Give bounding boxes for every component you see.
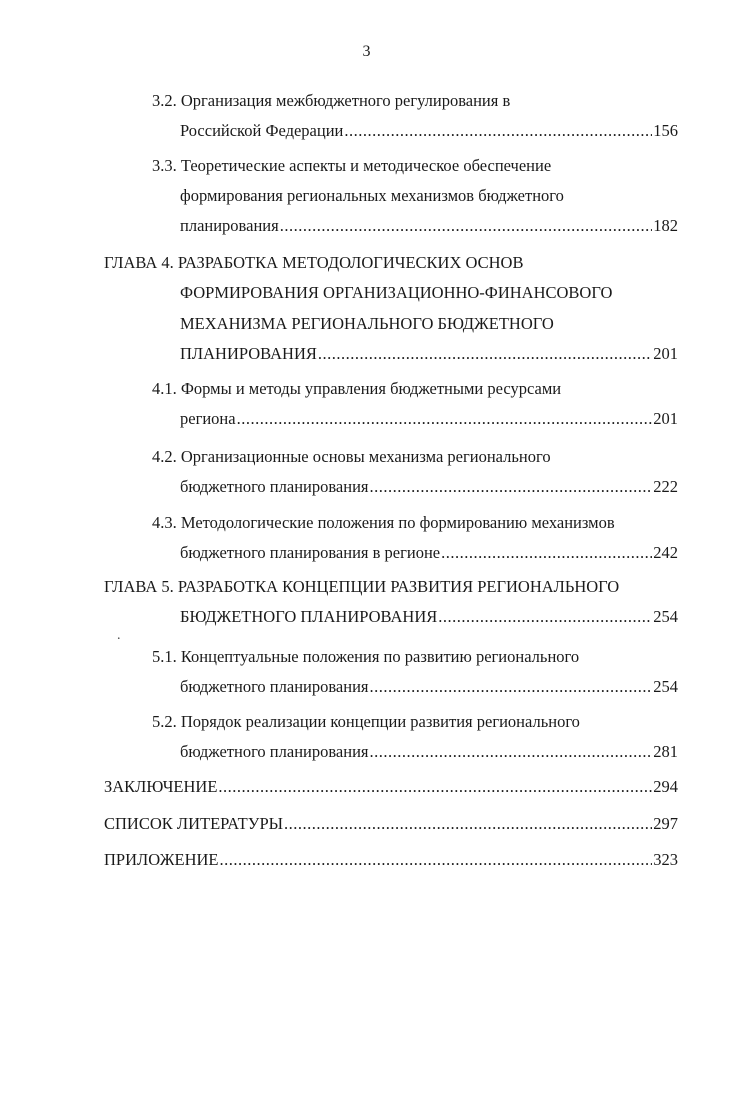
- toc-page-number: 323: [653, 850, 678, 869]
- toc-leader-dots: [370, 476, 653, 498]
- toc-line: [104, 849, 678, 871]
- toc-leader-dots: [218, 776, 652, 798]
- toc-leader-dots: [284, 813, 652, 835]
- toc-line: [180, 476, 678, 498]
- toc-line: [152, 646, 579, 668]
- toc-leader-dots: [438, 606, 652, 628]
- toc-entry-title: бюджетного планирования: [180, 477, 369, 496]
- toc-page-number: 281: [653, 742, 678, 761]
- toc-leader-dots: [219, 849, 652, 871]
- toc-entry-title: бюджетного планирования в регионе: [180, 543, 441, 562]
- toc-entry-title: 5.2. Порядок реализации концепции развития регионального: [152, 712, 580, 731]
- toc-line: [152, 711, 580, 733]
- toc-line: [180, 542, 678, 564]
- toc-line: [180, 343, 678, 365]
- toc-page-number: 156: [653, 121, 678, 140]
- toc-leader-dots: [344, 120, 652, 142]
- toc-entry-title: 3.2. Организация межбюджетного регулирования в: [152, 91, 511, 110]
- toc-line: [180, 120, 678, 142]
- toc-line: [104, 576, 619, 598]
- toc-page-number: 201: [653, 344, 678, 363]
- toc-line: [152, 378, 561, 400]
- toc-line: [104, 252, 523, 274]
- toc-entry-title: ГЛАВА 4. РАЗРАБОТКА МЕТОДОЛОГИЧЕСКИХ ОСНОВ: [104, 253, 524, 272]
- toc-line: [152, 90, 510, 112]
- toc-page-number: 242: [653, 543, 678, 562]
- toc-page-number: 254: [653, 607, 678, 626]
- toc-page-number: 254: [653, 677, 678, 696]
- toc-entry-title: 4.2. Организационные основы механизма регионального: [152, 447, 551, 466]
- toc-leader-dots: [370, 741, 653, 763]
- toc-page-number: 297: [653, 814, 678, 833]
- toc-entry-title: ПЛАНИРОВАНИЯ: [180, 344, 317, 363]
- toc-line: [180, 313, 554, 335]
- toc-entry-title: региона: [180, 409, 236, 428]
- toc-page-number: 294: [653, 777, 678, 796]
- toc-line: [152, 155, 551, 177]
- toc-entry-title: МЕХАНИЗМА РЕГИОНАЛЬНОГО БЮДЖЕТНОГО: [180, 314, 554, 333]
- toc-entry-title: бюджетного планирования: [180, 677, 369, 696]
- toc-entry-title: бюджетного планирования: [180, 742, 369, 761]
- toc-leader-dots: [441, 542, 652, 564]
- toc-entry-title: ЗАКЛЮЧЕНИЕ: [104, 777, 218, 796]
- toc-leader-dots: [280, 215, 653, 237]
- toc-line: [180, 741, 678, 763]
- toc-line: [152, 446, 551, 468]
- toc-line: [180, 408, 678, 430]
- toc-entry-title: 3.3. Теоретические аспекты и методическое обеспечение: [152, 156, 552, 175]
- toc-entry-title: формирования региональных механизмов бюджетного: [180, 186, 564, 205]
- toc-line: [180, 215, 678, 237]
- toc-line: [180, 185, 564, 207]
- toc-line: [180, 282, 612, 304]
- toc-entry-title: 4.1. Формы и методы управления бюджетными ресурсами: [152, 379, 562, 398]
- toc-page-number: 182: [653, 216, 678, 235]
- toc-leader-dots: [318, 343, 652, 365]
- toc-line: [104, 776, 678, 798]
- toc-entry-title: СПИСОК ЛИТЕРАТУРЫ: [104, 814, 284, 833]
- stray-mark: .: [117, 628, 121, 643]
- toc-entry-title: планирования: [180, 216, 279, 235]
- toc-leader-dots: [237, 408, 653, 430]
- toc-line: [152, 512, 615, 534]
- page-number: 3: [362, 43, 371, 60]
- toc-entry-title: ГЛАВА 5. РАЗРАБОТКА КОНЦЕПЦИИ РАЗВИТИЯ РЕГИОНАЛЬНОГО: [104, 577, 620, 596]
- toc-entry-title: БЮДЖЕТНОГО ПЛАНИРОВАНИЯ: [180, 607, 438, 626]
- toc-page-number: 222: [653, 477, 678, 496]
- toc-line: [180, 606, 678, 628]
- toc-entry-title: 4.3. Методологические положения по формированию механизмов: [152, 513, 615, 532]
- toc-entry-title: 5.1. Концептуальные положения по развитию регионального: [152, 647, 580, 666]
- toc-line: [180, 676, 678, 698]
- toc-entry-title: ПРИЛОЖЕНИЕ: [104, 850, 219, 869]
- toc-entry-title: ФОРМИРОВАНИЯ ОРГАНИЗАЦИОННО-ФИНАНСОВОГО: [180, 283, 613, 302]
- toc-leader-dots: [370, 676, 653, 698]
- toc-line: [104, 813, 678, 835]
- toc-entry-title: Российской Федерации: [180, 121, 344, 140]
- toc-page-number: 201: [653, 409, 678, 428]
